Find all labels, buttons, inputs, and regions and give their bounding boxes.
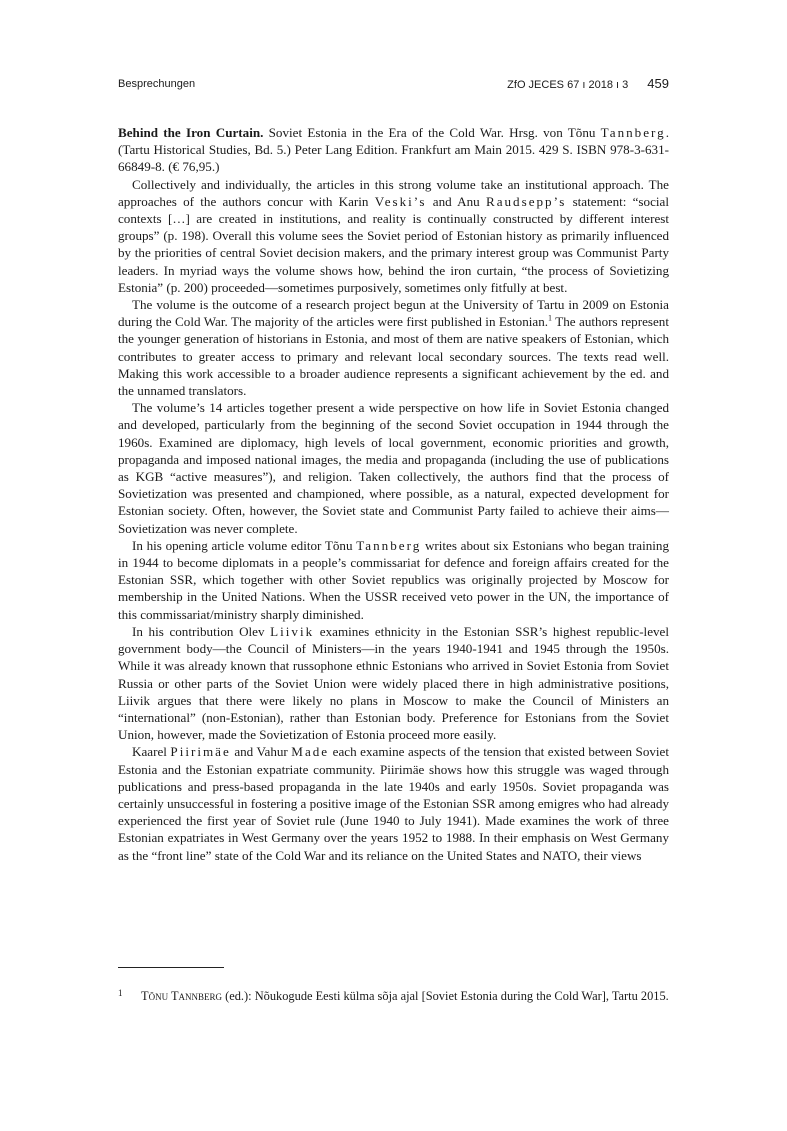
footnote-body: (ed.): Nõukogude Eesti külma sõja ajal [Soviet Estonia during the Cold War], Tartu 2015.	[222, 989, 669, 1003]
author-name: Tannberg	[356, 537, 422, 553]
text-run: and Vahur	[230, 744, 292, 760]
text-run: Kaarel	[132, 744, 171, 760]
text-run: examines ethnicity in the Estonian SSR’s highest republic-level government body—the Council of Ministers—in the years 1940-1941 and 1945 through the 1950s. While it was already known that russophone ethnic Estonians who arrived in Soviet Estonia from Soviet Russia or other parts of the Soviet Union were widely placed there in high administrative positions, Liivik argues that there were likely no plans in Moscow to make the Council of Ministers an “international” (non-Estonian), rather than Estonian body. Preference for Estonians from the Soviet Union, however, made the Sovietization of Estonia proceed more easily.	[118, 623, 669, 743]
paragraph	[118, 176, 669, 296]
footnote-text	[141, 988, 669, 1005]
editor-name: Tannberg	[600, 125, 666, 140]
footnote-divider	[118, 967, 224, 968]
paragraph	[118, 399, 669, 537]
paragraph	[118, 623, 669, 743]
footnote-author: Tõnu Tannberg	[141, 989, 223, 1003]
text-run: statement: “social contexts […] are created in institutions, and reality is continually constructed by different interest groups” (p. 198). Overall this volume sees the Soviet period of Estonian history as primarily influenced by the priorities of central Soviet decision makers, and the primary interest group was Communist Party leaders. In myriad ways the volume shows how, behind the iron curtain, “the process of Sovietizing Estonia” (p. 200) proceeded—sometimes purposively, sometimes only fitfully at best.	[118, 193, 669, 295]
book-title: Behind the Iron Curtain.	[118, 125, 264, 140]
running-header	[118, 76, 669, 92]
text-run: writes about six Estonians who began training in 1944 to become diplomats in a people’s commissariat for defence and foreign affairs created for the Estonian SSR, which together with other Soviet republics was originally projected by Moscow for membership in the United Nations. When the USSR received veto power in the UN, the importance of this commissariat/ministry sharply diminished.	[118, 537, 669, 622]
text-run: In his contribution Olev	[132, 623, 271, 639]
journal-info: ZfO JECES 67 ı 2018 ı 3	[507, 79, 629, 91]
text-run: Collectively and individually, the articles in this strong volume take an institutional approach. The approaches of the authors concur with Karin	[118, 176, 669, 209]
review-body	[118, 124, 669, 864]
text-run: In his opening article volume editor Tõnu	[132, 537, 357, 553]
section-title: Besprechungen	[118, 78, 196, 90]
author-name: Piirimäe	[170, 744, 231, 760]
text-run: and Anu	[426, 193, 486, 209]
header-right	[507, 76, 669, 91]
footnote-number: 1	[118, 988, 123, 998]
text-run: The authors represent the younger generation of historians in Estonia, and most of them are native speakers of Estonian, which contributes to greater access to primary and relevant local secondary sources. The texts read well. Making this work accessible to a broader audience represents a significant achievement by the ed. and the unnamed translators.	[118, 314, 669, 399]
book-citation: . (Tartu Historical Studies, Bd. 5.) Peter Lang Edition. Frankfurt am Main 2015. 429 S. ISBN 978-3-631-66849-8. (€ 76,95.)	[118, 125, 669, 175]
book-subtitle: Soviet Estonia in the Era of the Cold War. Hrsg. von Tõnu	[263, 125, 601, 140]
text-run: The volume’s 14 articles together present a wide perspective on how life in Soviet Estonia changed and developed, particularly from the beginning of the second Soviet occupation in 1944 through the 1960s. Examined are diplomacy, high levels of local government, economic priorities and growth, propaganda and imposed national images, the media and propaganda (including the use of publications as KGB “active measures”), and religion. Taken collectively, the authors find that the process of Sovietization was presented and championed, where possible, as a natural, expected development for Estonian society. Often, however, the Soviet state and Communist Party failed to achieve their aims—Sovietization was never complete.	[118, 400, 669, 536]
paragraph	[118, 296, 669, 399]
text-run: The volume is the outcome of a research project begun at the University of Tartu in 2009 on Estonia during the Cold War. The majority of the articles were first published in Estonian.	[118, 297, 669, 330]
paragraph	[118, 743, 669, 863]
text-run: each examine aspects of the tension that existed between Soviet Estonia and the Estonian expatriate community. Piirimäe shows how this struggle was waged through publications and press-based propaganda in the late 1940s and early 1950s. Soviet propaganda was certainly unsuccessful in fostering a positive image of the Estonian SSR among emigres who had already experienced the first year of Soviet rule (June 1940 to July 1941). Made examines the work of three Estonian expatriates in West Germany over the years 1952 to 1988. In their emphasis on West Germany as the “front line” state of the Cold War and its reliance on the United States and NATO, their views	[118, 744, 669, 863]
author-name: Liivik	[270, 623, 315, 639]
footnote	[118, 988, 669, 1005]
page-number: 459	[647, 76, 669, 91]
footnote-ref[interactable]: 1	[548, 313, 553, 323]
author-name: Veski’s	[374, 193, 427, 209]
paragraph	[118, 537, 669, 623]
author-name: Raudsepp’s	[485, 193, 567, 209]
author-name: Made	[291, 744, 330, 760]
review-citation	[118, 124, 669, 176]
